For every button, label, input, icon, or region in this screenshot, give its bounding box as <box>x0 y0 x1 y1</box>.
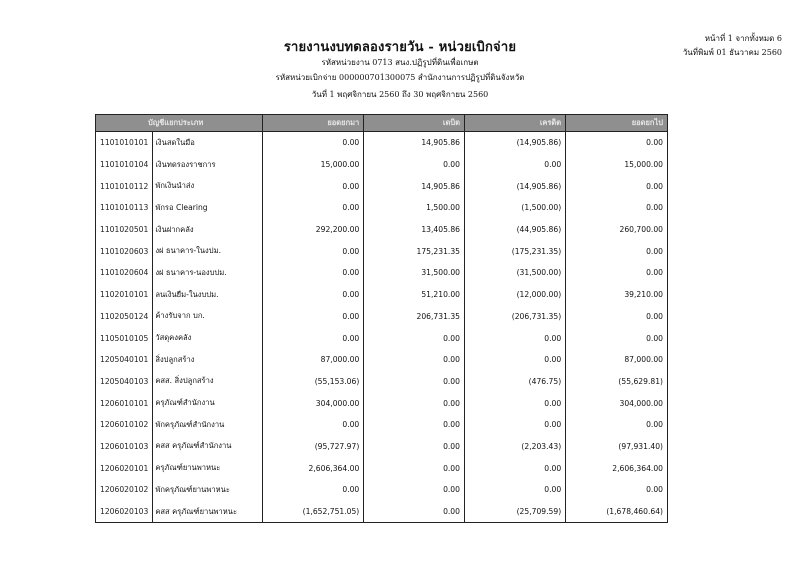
brought-forward-value: (1,652,751.05) <box>262 501 364 523</box>
credit-value: 0.00 <box>464 154 565 176</box>
col-header-debit: เดบิต <box>364 115 465 132</box>
carried-forward-value: 0.00 <box>566 479 668 501</box>
account-name: พักรอ Clearing <box>153 197 262 219</box>
account-code: 1102050124 <box>96 306 153 328</box>
credit-value: (14,905.86) <box>464 175 565 197</box>
debit-value: 0.00 <box>364 457 465 479</box>
credit-value: 0.00 <box>464 457 565 479</box>
carried-forward-value: (1,678,460.64) <box>566 501 668 523</box>
report-title: รายงานงบทดลองรายวัน - หน่วยเบิกจ่าย <box>283 40 517 55</box>
brought-forward-value: (95,727.97) <box>262 436 364 458</box>
debit-value: 1,500.00 <box>364 197 465 219</box>
account-code: 1101010113 <box>96 197 153 219</box>
carried-forward-value: (97,931.40) <box>566 436 668 458</box>
account-name: เงินสดในมือ <box>153 132 262 154</box>
trial-balance-table <box>95 114 668 523</box>
carried-forward-value: 0.00 <box>566 197 668 219</box>
credit-value: 0.00 <box>464 414 565 436</box>
account-code: 1101020501 <box>96 219 153 241</box>
account-name: สิ่งปลูกสร้าง <box>153 349 262 371</box>
debit-value: 0.00 <box>364 392 465 414</box>
carried-forward-value: 304,000.00 <box>566 392 668 414</box>
debit-value: 14,905.86 <box>364 132 465 154</box>
table-body <box>96 132 668 523</box>
brought-forward-value: 0.00 <box>262 479 364 501</box>
date-range-line: วันที่ 1 พฤศจิกายน 2560 ถึง 30 พฤศจิกายน 2560 <box>311 90 489 99</box>
carried-forward-value: 0.00 <box>566 175 668 197</box>
account-name: ครุภัณฑ์สำนักงาน <box>153 392 262 414</box>
credit-value: 0.00 <box>464 479 565 501</box>
brought-forward-value: 0.00 <box>262 175 364 197</box>
credit-value: (2,203.43) <box>464 436 565 458</box>
credit-value: (1,500.00) <box>464 197 565 219</box>
account-name: พักครุภัณฑ์ยานพาหนะ <box>153 479 262 501</box>
carried-forward-value: 0.00 <box>566 262 668 284</box>
account-code: 1205040103 <box>96 371 153 393</box>
account-code: 1101010104 <box>96 154 153 176</box>
debit-value: 31,500.00 <box>364 262 465 284</box>
table-row <box>96 457 668 479</box>
account-code: 1101010101 <box>96 132 153 154</box>
table-row <box>96 371 668 393</box>
credit-value: (31,500.00) <box>464 262 565 284</box>
account-name: ครุภัณฑ์ยานพาหนะ <box>153 457 262 479</box>
brought-forward-value: 15,000.00 <box>262 154 364 176</box>
carried-forward-value: 0.00 <box>566 132 668 154</box>
brought-forward-value: 87,000.00 <box>262 349 364 371</box>
debit-value: 0.00 <box>364 327 465 349</box>
credit-value: (175,231.35) <box>464 240 565 262</box>
carried-forward-value: 0.00 <box>566 306 668 328</box>
brought-forward-value: 304,000.00 <box>262 392 364 414</box>
col-header-account: บัญชีแยกประเภท <box>96 115 263 132</box>
table-row <box>96 284 668 306</box>
account-code: 1206010103 <box>96 436 153 458</box>
account-code: 1206020103 <box>96 501 153 523</box>
brought-forward-value: 292,200.00 <box>262 219 364 241</box>
carried-forward-value: (55,629.81) <box>566 371 668 393</box>
account-name: เงินฝากคลัง <box>153 219 262 241</box>
account-code: 1206020102 <box>96 479 153 501</box>
carried-forward-value: 15,000.00 <box>566 154 668 176</box>
account-name: พักเงินนำส่ง <box>153 175 262 197</box>
brought-forward-value: 0.00 <box>262 132 364 154</box>
credit-value: (476.75) <box>464 371 565 393</box>
account-name: คสส ครุภัณฑ์ยานพาหนะ <box>153 501 262 523</box>
account-name: เงินทดรองราชการ <box>153 154 262 176</box>
debit-value: 14,905.86 <box>364 175 465 197</box>
account-code: 1105010105 <box>96 327 153 349</box>
account-name: คสส ครุภัณฑ์สำนักงาน <box>153 436 262 458</box>
credit-value: (12,000.00) <box>464 284 565 306</box>
debit-value: 175,231.35 <box>364 240 465 262</box>
carried-forward-value: 0.00 <box>566 240 668 262</box>
account-code: 1101010112 <box>96 175 153 197</box>
carried-forward-value: 0.00 <box>566 414 668 436</box>
table-row <box>96 306 668 328</box>
carried-forward-value: 2,606,364.00 <box>566 457 668 479</box>
account-code: 1101020604 <box>96 262 153 284</box>
account-name: งฝ ธนาคาร-ในงปม. <box>153 240 262 262</box>
credit-value: 0.00 <box>464 327 565 349</box>
debit-value: 0.00 <box>364 349 465 371</box>
credit-value: 0.00 <box>464 349 565 371</box>
credit-value: (25,709.59) <box>464 501 565 523</box>
account-name: ลนเงินยืม-ในงบปม. <box>153 284 262 306</box>
table-row <box>96 197 668 219</box>
table-row <box>96 154 668 176</box>
table-row <box>96 219 668 241</box>
account-code: 1206020101 <box>96 457 153 479</box>
debit-value: 0.00 <box>364 436 465 458</box>
debit-value: 0.00 <box>364 501 465 523</box>
table-row <box>96 262 668 284</box>
col-header-carried-forward: ยอดยกไป <box>566 115 668 132</box>
account-code: 1102010101 <box>96 284 153 306</box>
carried-forward-value: 87,000.00 <box>566 349 668 371</box>
table-row <box>96 327 668 349</box>
brought-forward-value: 0.00 <box>262 306 364 328</box>
carried-forward-value: 260,700.00 <box>566 219 668 241</box>
table-row <box>96 414 668 436</box>
account-name: คสส. สิ่งปลูกสร้าง <box>153 371 262 393</box>
brought-forward-value: 2,606,364.00 <box>262 457 364 479</box>
debit-value: 0.00 <box>364 479 465 501</box>
debit-value: 0.00 <box>364 414 465 436</box>
brought-forward-value: 0.00 <box>262 240 364 262</box>
carried-forward-value: 39,210.00 <box>566 284 668 306</box>
account-name: วัสดุคงคลัง <box>153 327 262 349</box>
table-row <box>96 349 668 371</box>
table-row <box>96 240 668 262</box>
debit-value: 0.00 <box>364 154 465 176</box>
brought-forward-value: 0.00 <box>262 414 364 436</box>
debit-value: 206,731.35 <box>364 306 465 328</box>
carried-forward-value: 0.00 <box>566 327 668 349</box>
page-number: หน้าที่ 1 จากทั้งหมด 6 <box>704 34 782 43</box>
table-header-row <box>96 115 668 132</box>
account-code: 1101020603 <box>96 240 153 262</box>
table-row <box>96 436 668 458</box>
account-code: 1205040101 <box>96 349 153 371</box>
credit-value: (206,731.35) <box>464 306 565 328</box>
account-name: ค้างรับจาก บก. <box>153 306 262 328</box>
table-row <box>96 501 668 523</box>
debit-value: 51,210.00 <box>364 284 465 306</box>
brought-forward-value: 0.00 <box>262 262 364 284</box>
table-row <box>96 132 668 154</box>
account-name: งฝ ธนาคาร-นองบปม. <box>153 262 262 284</box>
table-row <box>96 479 668 501</box>
brought-forward-value: 0.00 <box>262 327 364 349</box>
account-name: พักครุภัณฑ์สำนักงาน <box>153 414 262 436</box>
credit-value: 0.00 <box>464 392 565 414</box>
table-row <box>96 175 668 197</box>
agency-line: รหัสหน่วยงาน 0713 สนง.ปฏิรูปที่ดินเพื่อเกษต <box>321 58 479 67</box>
brought-forward-value: (55,153.06) <box>262 371 364 393</box>
credit-value: (44,905.86) <box>464 219 565 241</box>
account-code: 1206010102 <box>96 414 153 436</box>
account-code: 1206010101 <box>96 392 153 414</box>
brought-forward-value: 0.00 <box>262 284 364 306</box>
disbursement-unit-line: รหัสหน่วยเบิกจ่าย 000000701300075 สำนักงานการปฏิรูปที่ดินจังหวัด <box>275 73 525 82</box>
col-header-credit: เครดิต <box>464 115 565 132</box>
debit-value: 13,405.86 <box>364 219 465 241</box>
brought-forward-value: 0.00 <box>262 197 364 219</box>
debit-value: 0.00 <box>364 371 465 393</box>
col-header-brought-forward: ยอดยกมา <box>262 115 364 132</box>
credit-value: (14,905.86) <box>464 132 565 154</box>
print-date: วันที่พิมพ์ 01 ธันวาคม 2560 <box>682 48 782 57</box>
table-row <box>96 392 668 414</box>
